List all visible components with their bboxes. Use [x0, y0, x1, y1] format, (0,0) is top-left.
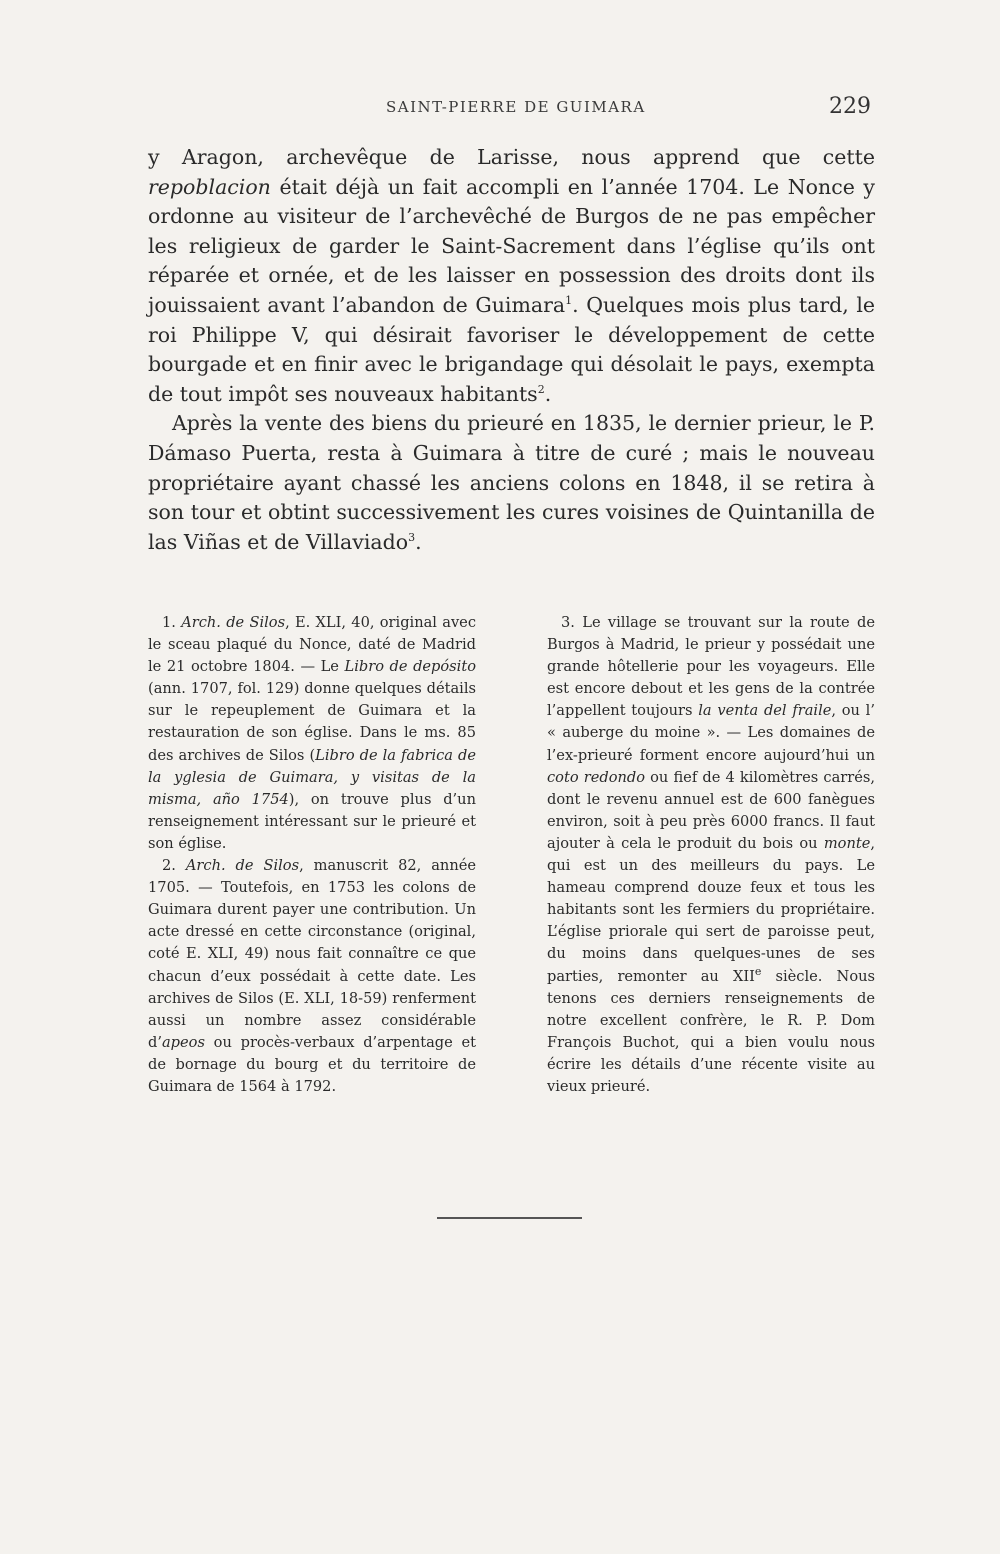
running-head — [0, 96, 1000, 126]
italic-term: Libro de la fabrica de la yglesia de Guimara, y visitas de la misma, año 1754 — [148, 746, 476, 808]
italic-term: la venta del fraile — [698, 702, 832, 720]
italic-term: Arch. de Silos — [185, 857, 300, 875]
italic-term: coto redondo — [547, 768, 646, 786]
footnote-2 — [148, 855, 476, 1098]
text-run: ), on trouve plus d’un renseignement intéressant sur le prieuré et son église. — [148, 790, 476, 852]
italic-term: repoblacion — [148, 174, 271, 199]
text-run: . Quelques mois plus tard, le roi Philippe V, qui désirait favoriser le développement de cette bourgade et en finir avec le brigandage qui désolait le pays, exempta de tout impôt ses nouveaux habitants — [148, 292, 876, 406]
text-run: était déjà un fait accompli en l’année 1704. Le Nonce y ordonne au visiteur de l’archevêché de Burgos de ne pas empêcher les religieux de garder le Saint-Sacrement dans l’église qu’ils ont réparée et ornée, et de les laisser en possession des droits dont ils jouissaient avant l’abandon de Guimara — [148, 174, 875, 317]
text-run: Après la vente des biens du prieuré en 1835, le dernier prieur, le P. Dámaso Puerta, resta à Guimara à titre de curé ; mais le nouveau propriétaire ayant chassé les anciens colons en 1848, il se retira à son tour et obtint successivement les cures voisines de Quintanilla de las Viñas et de Villaviado — [148, 411, 875, 554]
footnote-3 — [547, 612, 875, 1098]
end-rule-divider — [437, 1217, 582, 1219]
paragraph-1 — [148, 143, 875, 409]
text-run: , qui est un des meilleurs du pays. Le hameau comprend douze feux et tous les habitants sont les fermiers du propriétaire. L’église priorale qui sert de paroisse peut, du moins dans quelques-unes de ses parties, remonter au — [547, 834, 875, 985]
italic-term: monte — [823, 834, 871, 852]
text-run: siècle. Nous tenons ces derniers renseignements de notre excellent confrère, le R. P. Dom François Buchot, qui a bien voulu nous écrire les détails d’une récente visite au vieux prieuré. — [547, 967, 875, 1095]
italic-term: Libro de depósito — [344, 658, 476, 676]
paragraph-2 — [148, 409, 875, 557]
italic-term: Arch. de Silos — [181, 614, 286, 631]
text-run: , manuscrit 82, année 1705. — Toutefois, en 1753 les colons de Guimara durent payer une contribution. Un acte dressé en cette circonstance (original, coté E. XLI, 49) nous fait connaître ce que chacun d’eux possédait à cette date. Les archives de Silos (E. XLI, 18-59) renferment aussi un nombre assez considérable d’ — [148, 857, 476, 1051]
footnote-ref-1: 1 — [565, 294, 573, 308]
text-run: . — [415, 529, 422, 554]
text-run: ou procès-verbaux d’arpentage et de bornage du bourg et du territoire de Guimara de 1564 à 1792. — [148, 1033, 476, 1095]
text-run: 1. — [162, 614, 182, 631]
footnote-1 — [148, 612, 476, 855]
page-number: 229 — [829, 94, 871, 119]
text-run: ou fief de 4 kilomètres carrés, dont le revenu annuel est de 600 fanègues environ, soit à peu près 6000 francs. Il faut ajouter à cela le produit du bois ou — [547, 768, 875, 852]
footnote-ref-2: 2 — [537, 382, 545, 396]
text-run: 2. — [162, 857, 186, 875]
footnote-ref-3: 3 — [408, 530, 416, 544]
text-run: XII — [732, 967, 755, 985]
footnote-column-right — [547, 612, 875, 1098]
footnote-column-left — [148, 612, 476, 1098]
text-run: y Aragon, archevêque de Larisse, nous apprend que cette — [148, 145, 875, 169]
text-run: (ann. 1707, fol. 129) donne quelques détails sur le repeuplement de Guimara et la restauration de son église. Dans le ms. 85 des archives de Silos ( — [148, 680, 476, 764]
superscript: e — [754, 964, 762, 978]
text-run: 3. Le village se trouvant sur la route de Burgos à Madrid, le prieur y possédait une grande hôtellerie pour les voyageurs. Elle est encore debout et les gens de la contrée l’appellent toujours — [547, 614, 875, 720]
running-title: SAINT-PIERRE DE GUIMARA — [386, 98, 646, 116]
italic-term: apeos — [161, 1033, 205, 1051]
footnotes — [148, 612, 875, 1098]
text-run: . — [544, 381, 552, 406]
text-run: , E. XLI, 40, original avec le sceau plaqué du Nonce, daté de Madrid le 21 octobre 1804. — Le — [148, 614, 476, 676]
main-text — [148, 143, 875, 557]
text-run: , ou l’ « auberge du moine ». — Les domaines de l’ex-prieuré forment encore aujourd’hui un — [547, 702, 875, 764]
